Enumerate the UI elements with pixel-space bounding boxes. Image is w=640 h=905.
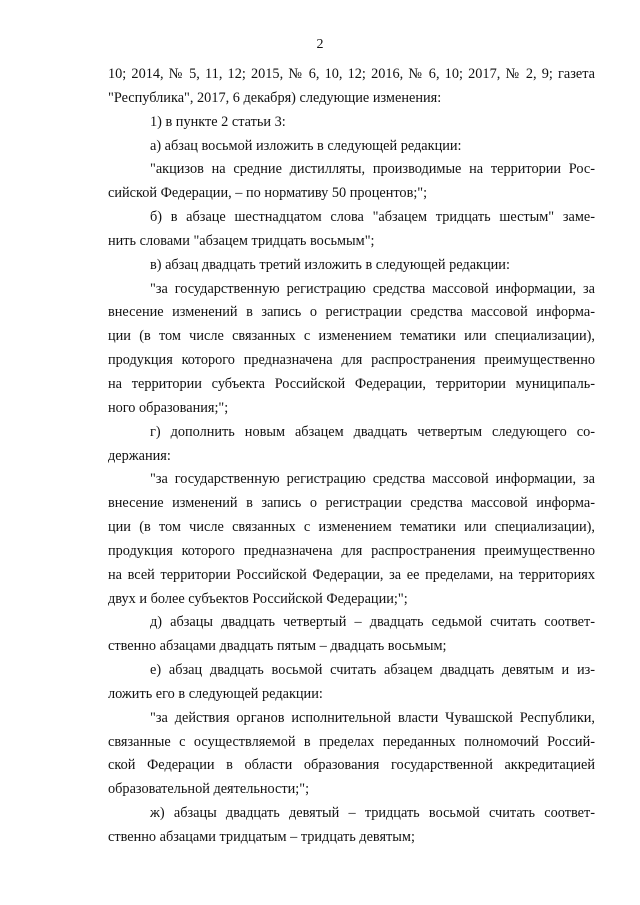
- text-line: "за государственную регистрацию средства массовой информации, за: [150, 280, 595, 297]
- text-line: "акцизов на средние дистилляты, производимые на территории Рос-: [150, 161, 595, 178]
- text-line: ж) абзацы двадцать девятый – тридцать восьмой считать соответ-: [150, 805, 595, 822]
- text-line: продукция которого предназначена для распространения преимущественно: [108, 542, 595, 559]
- text-line: "за государственную регистрацию средства массовой информации, за: [150, 471, 595, 488]
- page-number: 2: [316, 37, 324, 52]
- text-line: в) абзац двадцать третий изложить в следующей редакции:: [150, 256, 510, 273]
- text-line: продукция которого предназначена для распространения преимущественно: [108, 352, 595, 369]
- text-line: сийской Федерации, – по нормативу 50 процентов;";: [108, 185, 428, 202]
- text-line: ложить его в следующей редакции:: [108, 685, 323, 702]
- document-body: [108, 63, 595, 850]
- text-line: внесение изменений в запись о регистрации средства массовой информа-: [108, 495, 595, 512]
- text-line: е) абзац двадцать восьмой считать абзацем двадцать девятым и из-: [150, 662, 595, 679]
- text-line: ственно абзацами двадцать пятым – двадцать восьмым;: [108, 638, 447, 655]
- text-line: на всей территории Российской Федерации, за ее пределами, на территориях: [108, 566, 595, 583]
- text-line: г) дополнить новым абзацем двадцать четвертым следующего со-: [150, 423, 595, 440]
- text-line: на территории субъекта Российской Федерации, территории муниципаль-: [108, 375, 595, 392]
- text-line: "Республика", 2017, 6 декабря) следующие изменения:: [108, 89, 442, 106]
- text-line: ции (в том числе связанных с изменением тематики или специализации),: [108, 328, 595, 345]
- text-line: д) абзацы двадцать четвертый – двадцать седьмой считать соответ-: [150, 614, 595, 631]
- text-line: б) в абзаце шестнадцатом слова "абзацем тридцать шестым" заме-: [150, 209, 595, 226]
- text-line: ственно абзацами тридцатым – тридцать девятым;: [108, 829, 415, 845]
- text-line: а) абзац восьмой изложить в следующей редакции:: [150, 137, 462, 154]
- text-line: держания:: [108, 447, 171, 464]
- text-line: ции (в том числе связанных с изменением тематики или специализации),: [108, 519, 595, 536]
- text-line: 10; 2014, № 5, 11, 12; 2015, № 6, 10, 12; 2016, № 6, 10; 2017, № 2, 9; газета: [108, 66, 595, 82]
- text-line: внесение изменений в запись о регистрации средства массовой информа-: [108, 304, 595, 321]
- text-line: ской Федерации в области образования государственной аккредитацией: [108, 757, 595, 774]
- text-line: ного образования;";: [108, 399, 229, 416]
- text-line: двух и более субъектов Российской Федерации;";: [108, 590, 408, 607]
- text-line: нить словами "абзацем тридцать восьмым";: [108, 232, 375, 249]
- text-line: образовательной деятельности;";: [108, 781, 310, 798]
- text-line: связанные с осуществляемой в пределах переданных полномочий Россий-: [108, 733, 595, 750]
- text-line: "за действия органов исполнительной власти Чувашской Республики,: [150, 709, 595, 726]
- text-line: 1) в пункте 2 статьи 3:: [150, 113, 286, 130]
